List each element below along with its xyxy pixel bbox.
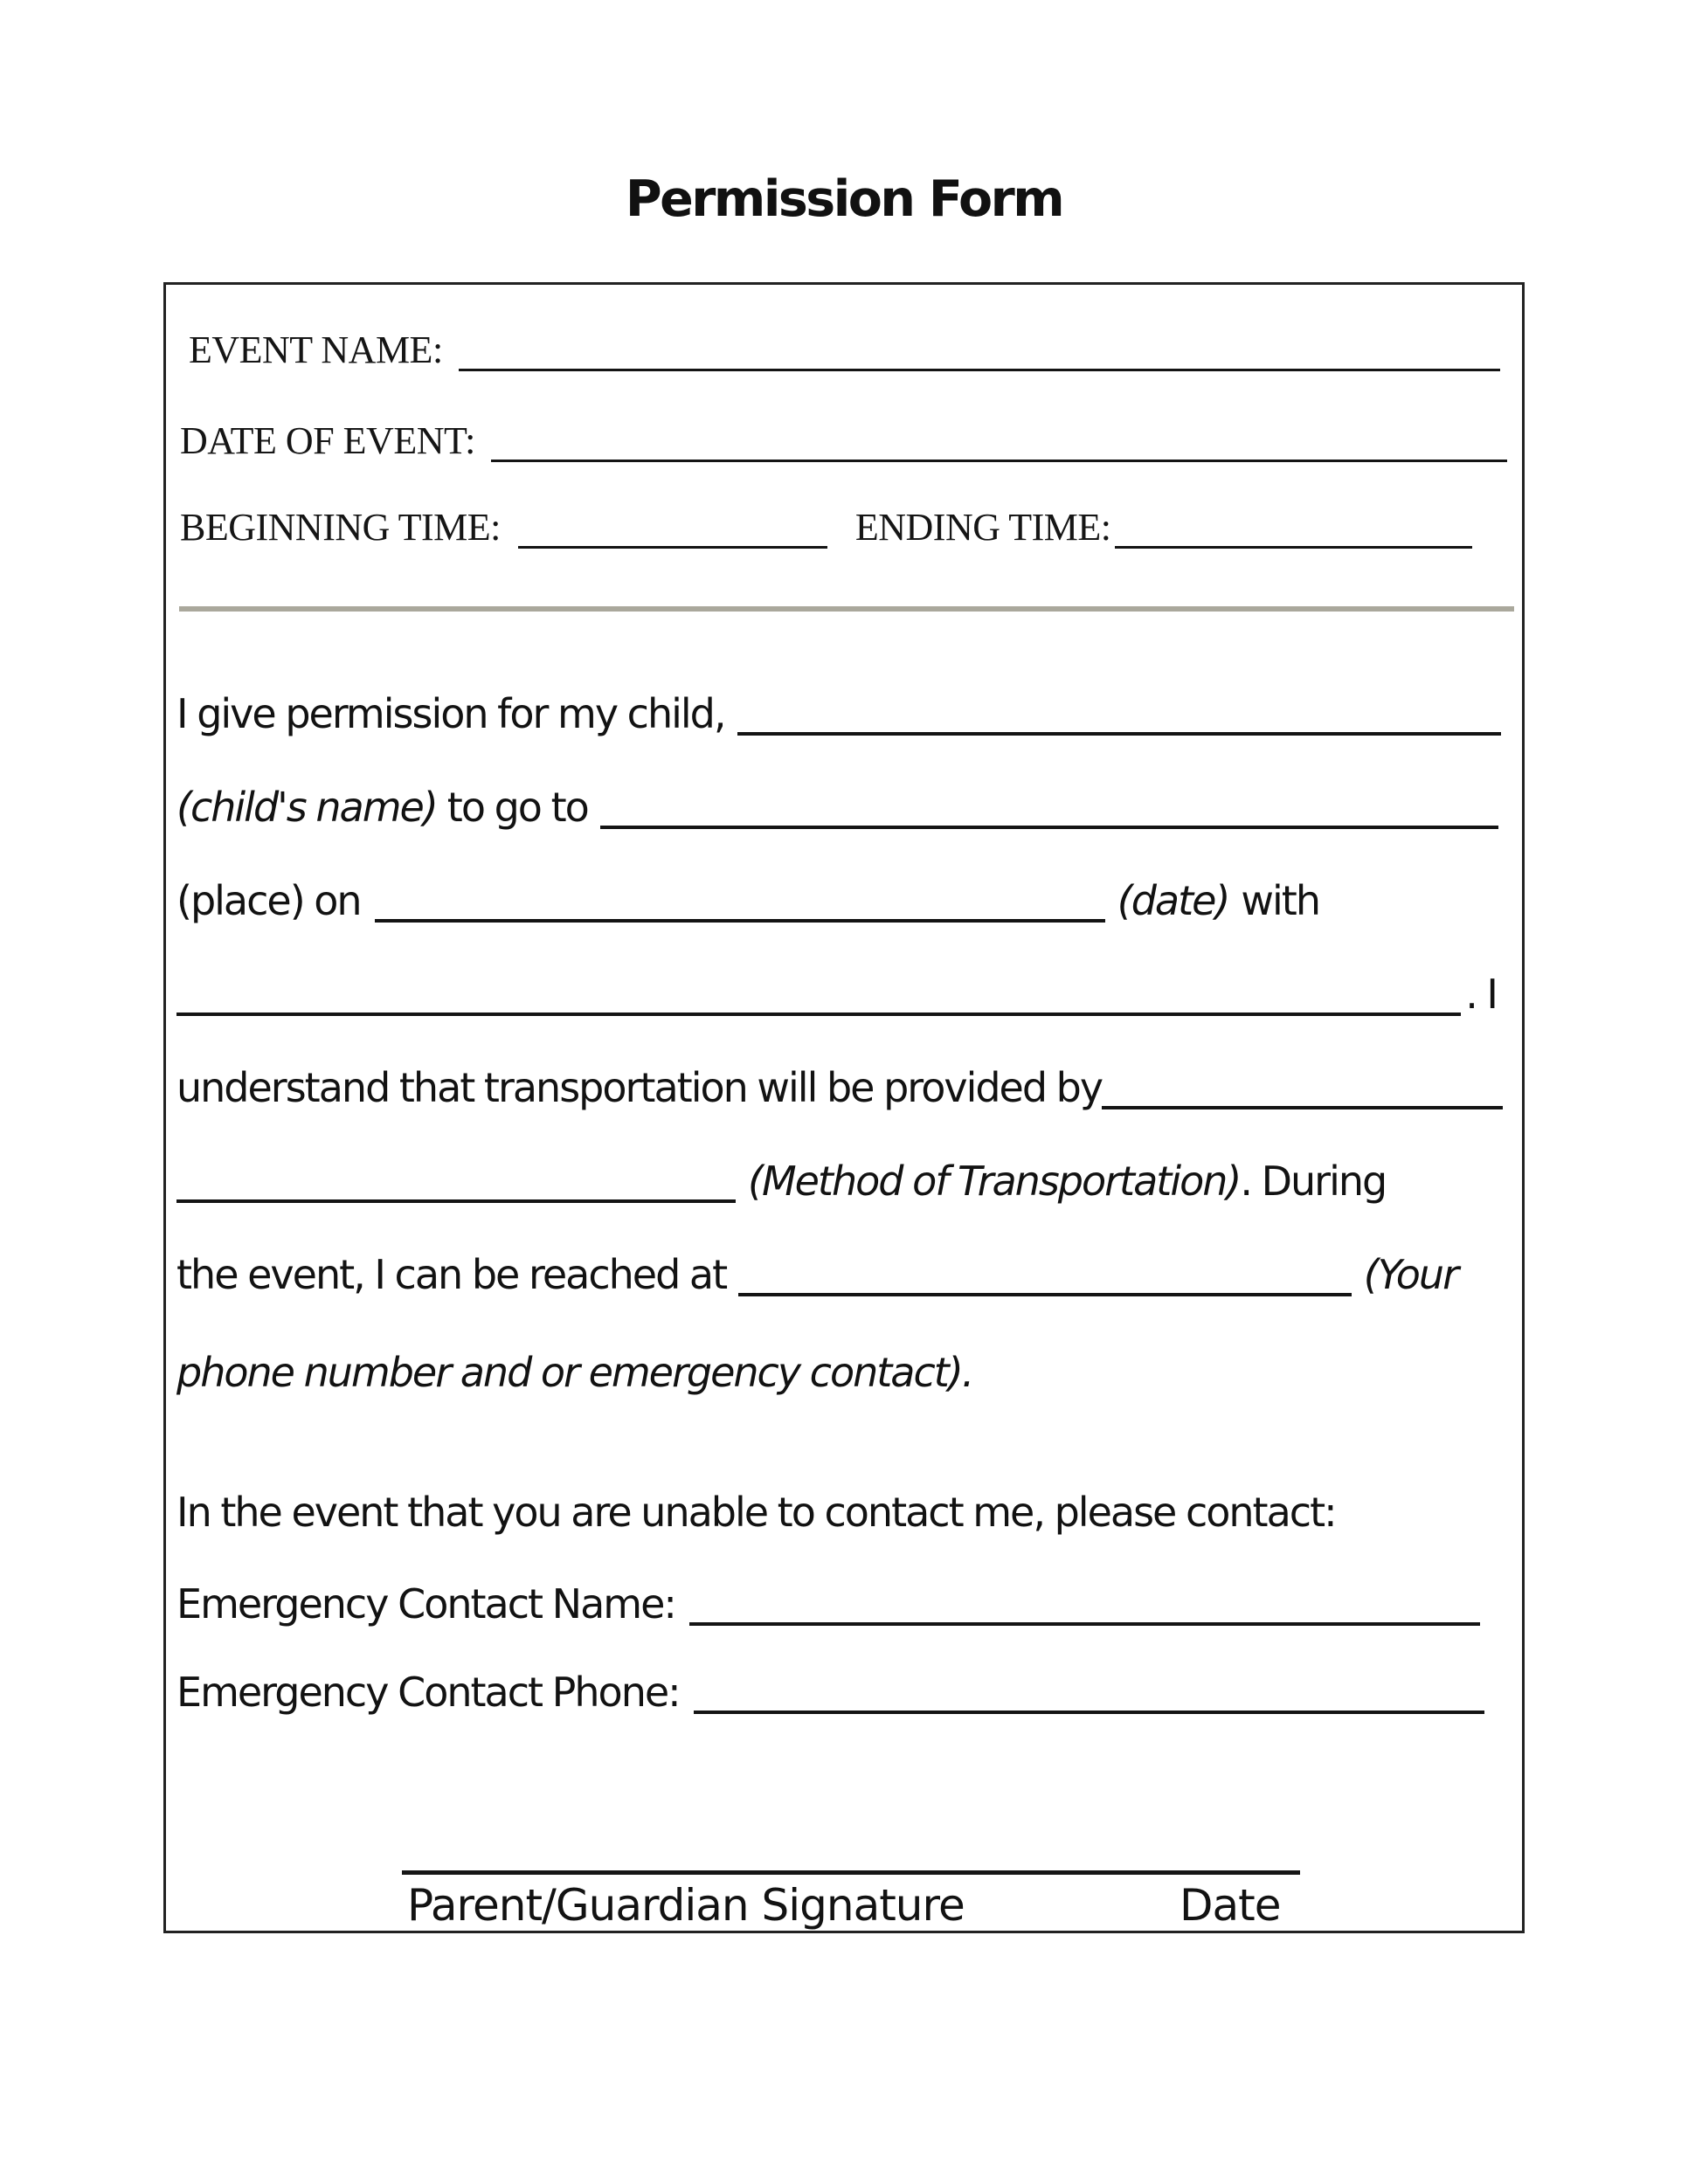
date-label: Date (1180, 1880, 1281, 1931)
phone-number-hint: phone number and or emergency contact). (176, 1349, 973, 1396)
emergency-contact-name-blank[interactable] (689, 1622, 1480, 1626)
ending-time-blank[interactable] (1115, 546, 1472, 549)
place-blank[interactable] (600, 826, 1498, 829)
body-line-1 (176, 690, 1501, 737)
reached-at-text: the event, I can be reached at (176, 1251, 727, 1298)
date-of-event-row (180, 419, 1507, 462)
method-of-transportation-hint: (Method of Transportation) (748, 1158, 1241, 1205)
event-name-label: EVENT NAME: (189, 328, 443, 371)
section-divider (179, 606, 1514, 612)
event-name-blank[interactable] (459, 369, 1500, 371)
unable-to-contact-text: In the event that you are unable to contact me, please contact: (176, 1489, 1336, 1536)
date-blank[interactable] (375, 919, 1105, 923)
phone-blank[interactable] (738, 1293, 1352, 1296)
emergency-contact-phone-row (176, 1669, 1484, 1716)
body-line-2 (176, 784, 1498, 831)
period-i-text: . I (1465, 971, 1497, 1018)
body-line-9 (176, 1489, 1336, 1536)
page-title: Permission Form (625, 170, 1063, 228)
body-line-6 (176, 1158, 1457, 1205)
permission-text: I give permission for my child, (176, 690, 725, 737)
childs-name-hint: (child's name) (176, 784, 437, 831)
transportation-text: understand that transportation will be provided by (176, 1064, 1103, 1111)
emergency-contact-phone-blank[interactable] (694, 1711, 1484, 1714)
body-line-5 (176, 1064, 1503, 1111)
to-go-to-text: to go to (446, 784, 588, 831)
during-text: . During (1240, 1158, 1387, 1205)
child-name-blank[interactable] (737, 732, 1502, 736)
date-of-event-label: DATE OF EVENT: (180, 419, 475, 462)
beginning-time-label: BEGINNING TIME: (180, 506, 501, 549)
place-on-text: (place) on (176, 877, 361, 924)
event-name-row (189, 328, 1500, 371)
body-line-7 (176, 1251, 1457, 1298)
body-line-8 (176, 1349, 973, 1396)
date-of-event-blank[interactable] (491, 460, 1507, 462)
emergency-contact-phone-label: Emergency Contact Phone: (176, 1669, 680, 1716)
signature-blank[interactable] (402, 1870, 1300, 1875)
emergency-contact-name-label: Emergency Contact Name: (176, 1580, 675, 1628)
body-line-4 (176, 971, 1497, 1018)
parent-guardian-signature-label: Parent/Guardian Signature (407, 1880, 965, 1931)
chaperone-blank[interactable] (176, 1013, 1461, 1016)
date-hint: (date) (1117, 877, 1229, 924)
beginning-time-blank[interactable] (518, 546, 827, 549)
with-text: with (1241, 877, 1319, 924)
transportation-blank-2[interactable] (176, 1199, 736, 1203)
body-line-3 (176, 877, 1319, 924)
emergency-contact-name-row (176, 1580, 1480, 1628)
transportation-blank-1[interactable] (1102, 1106, 1503, 1109)
times-row (180, 508, 1472, 547)
ending-time-label: ENDING TIME: (854, 506, 1111, 549)
your-hint-start: (Your (1363, 1251, 1457, 1298)
